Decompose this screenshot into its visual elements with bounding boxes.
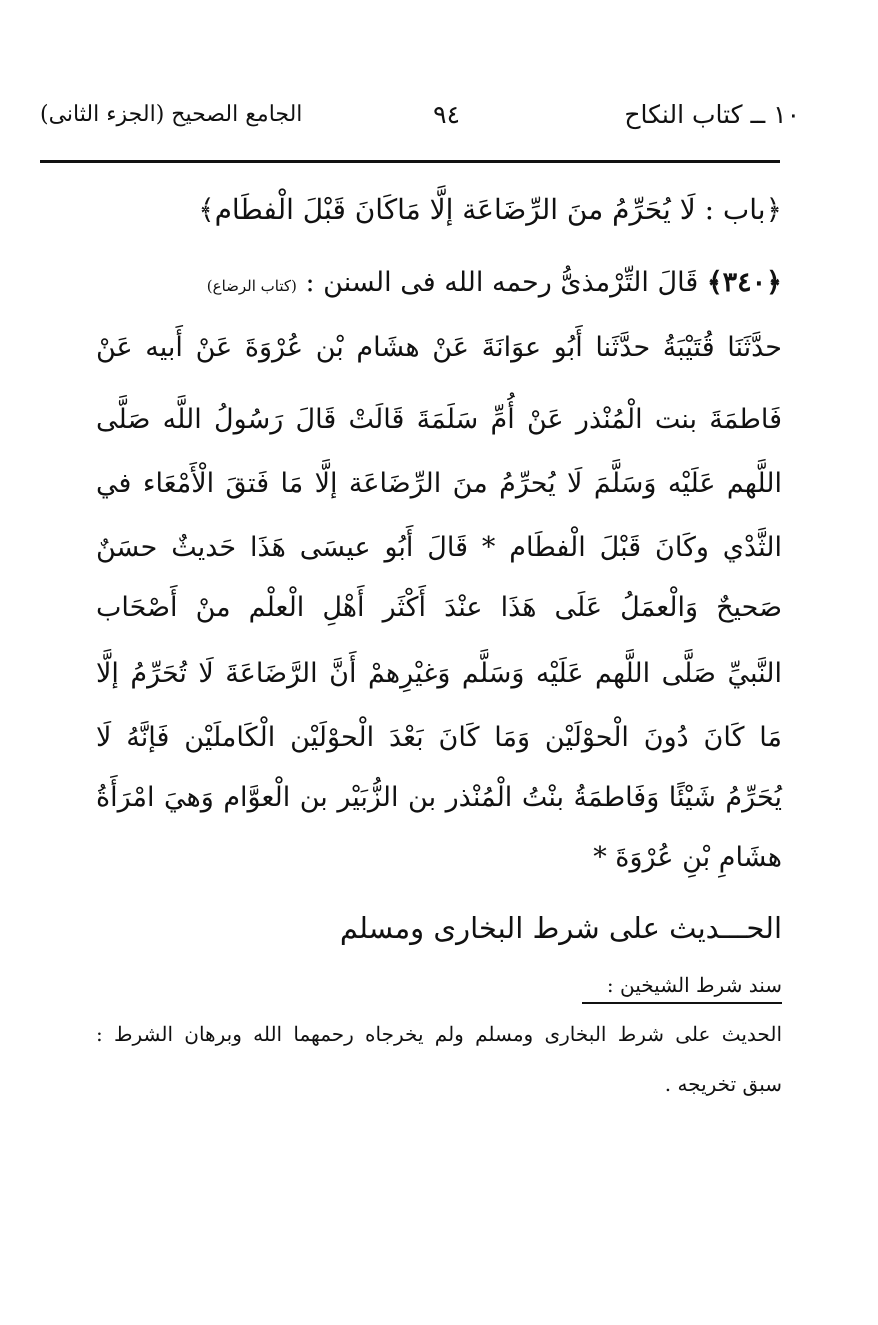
hadith-text-line: فَاطمَةَ بنت الْمُنْذر عَنْ أُمِّ سَلَمَةَ قَالَتْ قَالَ رَسُولُ اللَّه صَلَّى [96, 404, 782, 435]
sanad-underline [582, 1002, 782, 1004]
hadith-number: ﴿٣٤٠﴾ [706, 267, 782, 298]
hadith-text-line: يُحَرِّمُ شَيْئًا وَفَاطمَةُ بنْتُ الْمُنْذر بن الزُّبَيْر بن الْعوَّام وَهيَ امْرَأَةُ [96, 782, 782, 813]
hadith-verdict: الحـــديث على شرط البخارى ومسلم [339, 911, 782, 945]
sanad-note-line: الحديث على شرط البخارى ومسلم ولم يخرجاه رحمهما الله وبرهان الشرط : [96, 1022, 782, 1046]
bab-title: ﴿باب : لَا يُحَرِّمُ منَ الرِّضَاعَة إلَّا مَاكَانَ قَبْلَ الْفطَام﴾ [198, 193, 782, 226]
hadith-intro: قَالَ التِّرْمذىُّ رحمه الله فى السنن : [305, 267, 699, 298]
hadith-text-line: حدَّثَنَا قُتَيْبَةُ حدَّثَنا أَبُو عوَانَةَ عَنْ هشَام بْن عُرْوَةَ عَنْ أَبيه عَنْ [96, 332, 782, 363]
hadith-text-line: صَحيحٌ وَالْعمَلُ عَلَى هَذَا عنْدَ أَكْثَر أَهْلِ الْعلْم منْ أَصْحَاب [96, 592, 782, 623]
chapter-title: ١٠ ــ كتاب النكاح [624, 100, 800, 129]
page-number: ٩٤ [433, 100, 460, 129]
hadith-text-line: مَا كَانَ دُونَ الْحوْلَيْن وَمَا كَانَ بَعْدَ الْحوْلَيْن الْكَاملَيْن فَإنَّهُ لَا [96, 722, 782, 753]
sanad-heading: سند شرط الشيخين : [606, 973, 782, 997]
hadith-source: (كتاب الرضاع) [206, 277, 297, 295]
hadith-text-line: الثَّدْي وكَانَ قَبْلَ الْفطَام * قَالَ أَبُو عيسَى هَذَا حَديثٌ حسَنٌ [96, 532, 782, 563]
header-divider [40, 160, 780, 163]
hadith-text-line: النَّبيِّ صَلَّى اللَّهم عَلَيْه وَسَلَّم وَغيْرِهمْ أَنَّ الرَّضَاعَةَ لَا تُحَرِّمُ إلَّا [96, 658, 782, 689]
hadith-heading [207, 263, 782, 306]
hadith-text-line: اللَّهم عَلَيْه وَسَلَّمَ لَا يُحرِّمُ منَ الرِّضَاعَة إلَّا مَا فَتقَ الْأَمْعَاء في [96, 468, 782, 499]
hadith-text-line: هشَامِ بْنِ عُرْوَةَ * [593, 842, 782, 873]
sanad-note-line: سبق تخريجه . [664, 1072, 782, 1096]
running-header [40, 100, 800, 152]
book-title: الجامع الصحيح (الجزء الثانى) [40, 102, 303, 127]
